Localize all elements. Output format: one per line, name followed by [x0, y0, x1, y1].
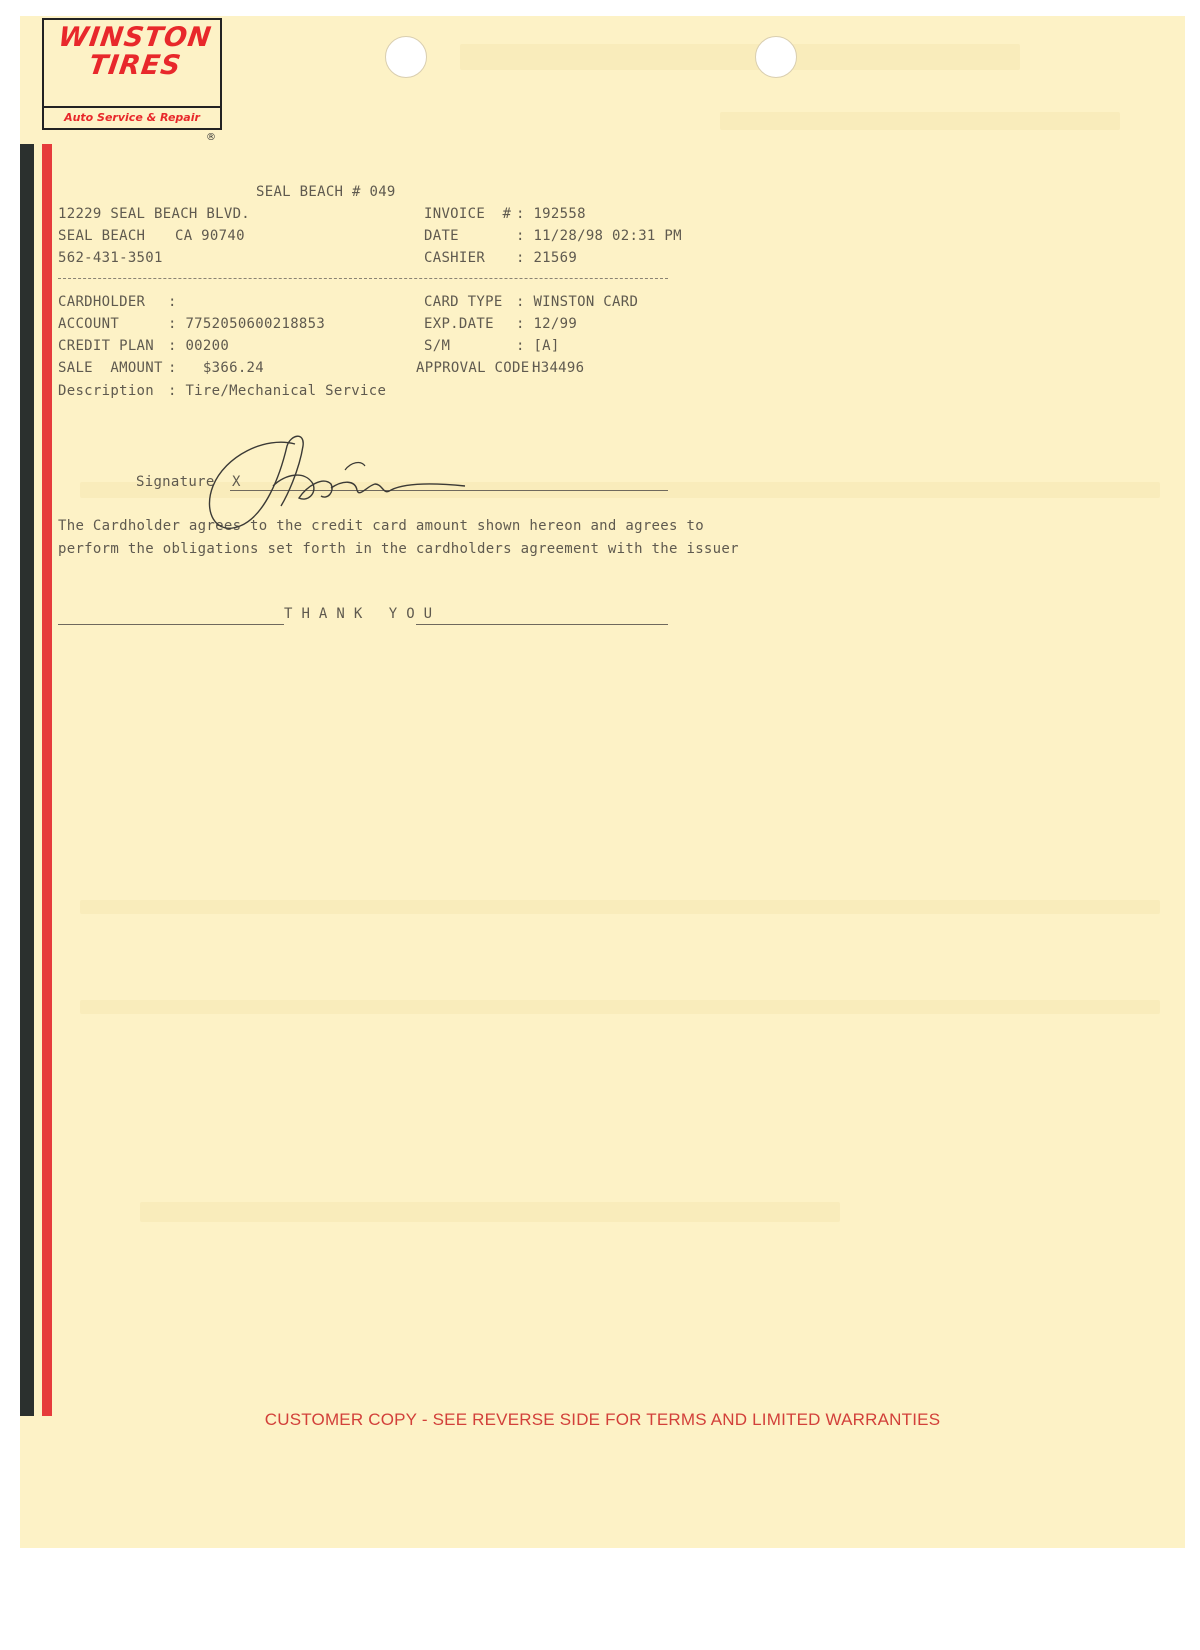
- left-stripe-dark: [20, 144, 34, 1416]
- left-stripe-red: [42, 144, 52, 1416]
- signature-label: Signature X: [136, 474, 241, 490]
- sale-amount-value: : $366.24: [168, 360, 265, 376]
- card-type-label: CARD TYPE: [424, 294, 503, 310]
- account-label: ACCOUNT: [58, 316, 120, 332]
- dashed-divider: [58, 278, 668, 279]
- customer-copy-footer: CUSTOMER COPY - SEE REVERSE SIDE FOR TERMS AND LIMITED WARRANTIES: [264, 1410, 941, 1429]
- description-value: : Tire/Mechanical Service: [168, 383, 387, 399]
- card-type-value: : WINSTON CARD: [516, 294, 639, 310]
- credit-plan-value: : 00200: [168, 338, 230, 354]
- cashier-value: : 21569: [516, 250, 578, 266]
- punch-hole: [385, 36, 427, 78]
- thank-you-text: T H A N K Y O U: [284, 606, 433, 622]
- store-name: SEAL BEACH # 049: [256, 184, 396, 200]
- agreement-line-1: The Cardholder agrees to the credit card amount shown hereon and agrees to: [58, 518, 704, 534]
- bleed-through: [80, 1000, 1160, 1014]
- logo-wordmark: [44, 24, 222, 80]
- date-label: DATE: [424, 228, 459, 244]
- bleed-through: [80, 900, 1160, 914]
- cardholder-label: CARDHOLDER: [58, 294, 146, 310]
- invoice-number: : 192558: [516, 206, 586, 222]
- bleed-through: [720, 112, 1120, 130]
- agreement-line-2: perform the obligations set forth in the cardholders agreement with the issuer: [58, 541, 739, 557]
- receipt-page: [20, 16, 1185, 1548]
- logo-brand-line1: WINSTON: [56, 22, 214, 53]
- exp-date-value: : 12/99: [516, 316, 578, 332]
- logo-brand-line2: TIRES: [86, 50, 184, 81]
- approval-code-value: H34496: [532, 360, 585, 376]
- credit-plan-label: CREDIT PLAN: [58, 338, 155, 354]
- sm-value: : [A]: [516, 338, 560, 354]
- invoice-label: INVOICE #: [424, 206, 512, 222]
- sale-amount-label: SALE AMOUNT: [58, 360, 163, 376]
- thank-you-rule-left: [58, 624, 284, 625]
- approval-code-label: APPROVAL CODE:: [416, 360, 539, 376]
- bleed-through: [460, 44, 1020, 70]
- date-value: : 11/28/98 02:31 PM: [516, 228, 682, 244]
- cashier-label: CASHIER: [424, 250, 486, 266]
- logo-tagline: Auto Service & Repair: [44, 106, 220, 128]
- cardholder-value: :: [168, 294, 177, 310]
- description-label: Description: [58, 383, 155, 399]
- bleed-through: [140, 1202, 840, 1222]
- store-phone: 562-431-3501: [58, 250, 163, 266]
- store-city: SEAL BEACH: [58, 228, 146, 244]
- punch-hole: [755, 36, 797, 78]
- handwritten-signature: [195, 426, 495, 556]
- exp-date-label: EXP.DATE: [424, 316, 494, 332]
- registered-mark: ®: [206, 132, 216, 143]
- store-state-zip: CA 90740: [175, 228, 245, 244]
- account-value: : 7752050600218853: [168, 316, 326, 332]
- sm-label: S/M: [424, 338, 451, 354]
- winston-tires-logo: [42, 18, 222, 130]
- thank-you-rule-right: [416, 624, 668, 625]
- store-address: 12229 SEAL BEACH BLVD.: [58, 206, 251, 222]
